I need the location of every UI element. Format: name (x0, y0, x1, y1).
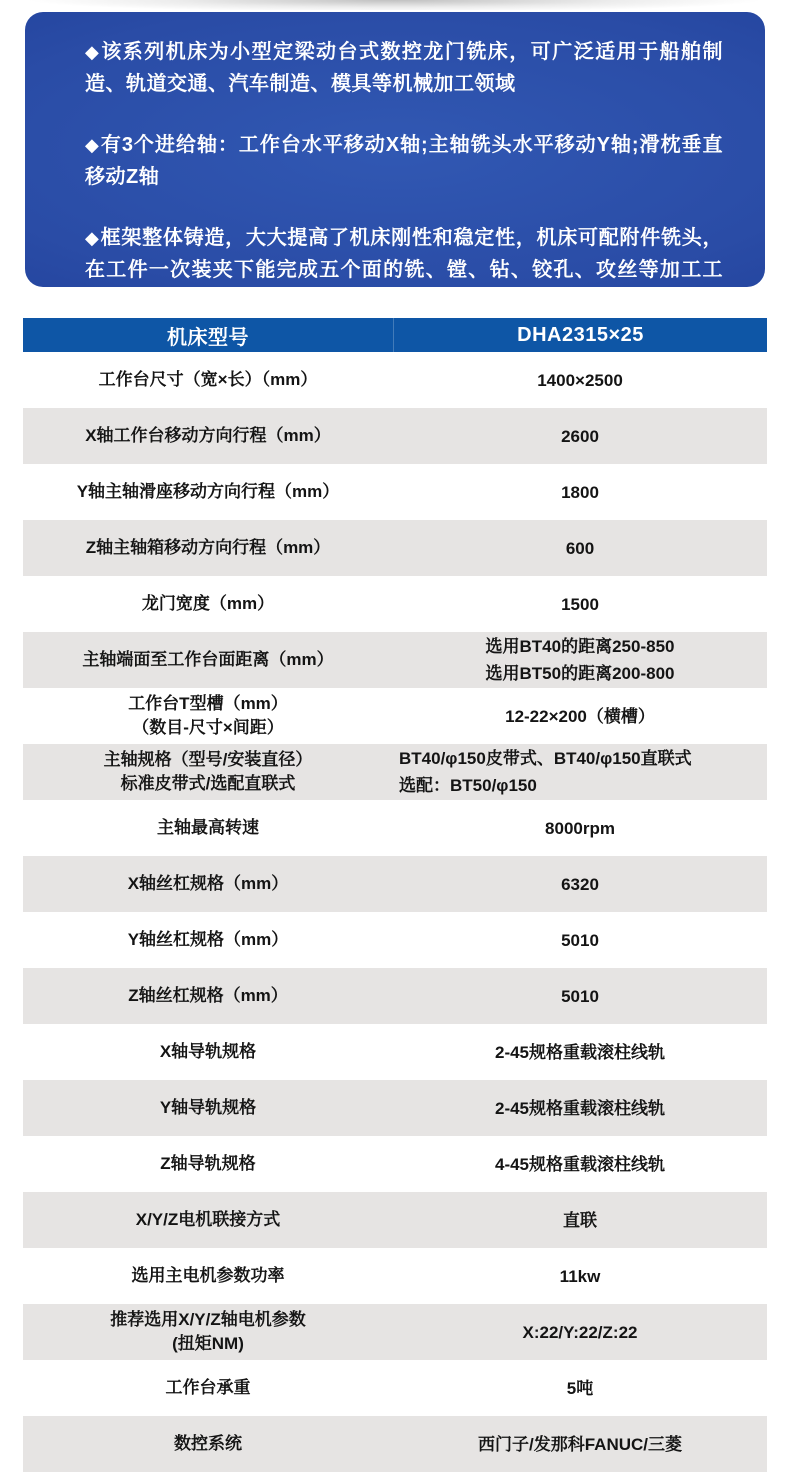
spec-param-name: 主轴规格（型号/安装直径） 标准皮带式/选配直联式 (103, 750, 313, 793)
spec-param-value: 2-45规格重载滚柱线轨 (494, 1042, 666, 1062)
spec-table-row (23, 1024, 767, 1080)
spec-param-value: 2-45规格重载滚柱线轨 (494, 1098, 666, 1118)
spec-table-row (23, 856, 767, 912)
intro-card (25, 12, 765, 313)
header-param-label: 机床型号 (167, 326, 249, 349)
intro-paragraph (85, 222, 723, 318)
spec-table-row (23, 912, 767, 968)
spec-param-name: Z轴丝杠规格（mm） (128, 986, 288, 1005)
spec-param-value: BT40/φ150皮带式、BT40/φ150直联式 选配：BT50/φ150 (399, 749, 692, 795)
spec-table-row (23, 1304, 767, 1360)
spec-param-name: 推荐选用X/Y/Z轴电机参数 (扭矩NM) (110, 1310, 306, 1353)
spec-param-value: 1800 (561, 482, 599, 502)
spec-param-value: 1500 (561, 594, 599, 614)
spec-param-name: Y轴主轴滑座移动方向行程（mm） (76, 482, 340, 501)
spec-param-value: 12-22×200（横槽） (505, 706, 655, 726)
spec-table-row (23, 576, 767, 632)
spec-table-row (23, 688, 767, 744)
spec-param-name: 龙门宽度（mm） (141, 594, 275, 613)
spec-param-name: Z轴导轨规格 (160, 1154, 256, 1173)
spec-param-name: Z轴主轴箱移动方向行程（mm） (85, 538, 331, 557)
spec-param-name: Y轴导轨规格 (159, 1098, 257, 1117)
intro-paragraph-text: 框架整体铸造，大大提高了机床刚性和稳定性，机床可配附件铣头，在工件一次装夹下能完成五个面的铣、镗、钻、铰孔、攻丝等加工工序，数控系统控制可实现三轴联动，实现轮廓铣削 (85, 227, 724, 313)
spec-param-value: 6320 (561, 874, 599, 894)
spec-param-value: 600 (565, 538, 595, 558)
intro-paragraph-text: 有3个进给轴：工作台水平移动X轴;主轴铣头水平移动Y轴;滑枕垂直移动Z轴 (85, 134, 723, 188)
spec-param-value: X:22/Y:22/Z:22 (522, 1322, 638, 1342)
spec-param-name: 工作台承重 (165, 1378, 251, 1397)
spec-param-value: 选用BT40的距离250-850 选用BT50的距离200-800 (485, 637, 675, 683)
spec-param-name: 工作台尺寸（宽×长）（mm） (98, 370, 318, 389)
spec-param-value: 5吨 (566, 1378, 594, 1398)
spec-table-row (23, 968, 767, 1024)
spec-param-value: 1400×2500 (537, 370, 623, 390)
spec-param-name: X/Y/Z电机联接方式 (135, 1210, 281, 1229)
spec-param-name: 选用主电机参数功率 (131, 1266, 285, 1285)
header-model-value: DHA2315×25 (393, 318, 767, 352)
spec-param-value: 4-45规格重载滚柱线轨 (494, 1154, 666, 1174)
spec-table-header (23, 318, 767, 352)
spec-param-name: 数控系统 (174, 1434, 242, 1453)
spec-param-value: 8000rpm (545, 818, 615, 838)
spec-table (23, 318, 767, 1472)
spec-table-row (23, 464, 767, 520)
spec-table-row (23, 1136, 767, 1192)
spec-table-row (23, 1360, 767, 1416)
spec-param-name: X轴丝杠规格（mm） (127, 874, 289, 893)
spec-table-row (23, 632, 767, 688)
spec-table-row (23, 520, 767, 576)
spec-param-value: 5010 (561, 930, 599, 950)
intro-paragraph-text: 该系列机床为小型定梁动台式数控龙门铣床，可广泛适用于船舶制造、轨道交通、汽车制造、模具等机械加工领域 (85, 41, 724, 95)
spec-param-value: 西门子/发那科FANUC/三菱 (478, 1434, 682, 1454)
spec-param-value: 直联 (563, 1210, 597, 1230)
spec-param-name: X轴工作台移动方向行程（mm） (85, 426, 331, 445)
spec-param-name: X轴导轨规格 (159, 1042, 257, 1061)
spec-param-value: 11kw (559, 1266, 601, 1286)
diamond-bullet-icon: ◆ (85, 42, 101, 62)
spec-param-name: 工作台T型槽（mm） （数目-尺寸×间距） (128, 694, 288, 737)
diamond-bullet-icon: ◆ (85, 135, 100, 155)
spec-param-name: Y轴丝杠规格（mm） (127, 930, 289, 949)
spec-table-row (23, 1192, 767, 1248)
spec-table-row (23, 744, 767, 800)
spec-table-row (23, 352, 767, 408)
diamond-bullet-icon: ◆ (85, 228, 100, 248)
spec-table-body (23, 352, 767, 1472)
intro-paragraph (85, 36, 723, 100)
spec-table-row (23, 408, 767, 464)
spec-table-row (23, 1080, 767, 1136)
spec-table-row (23, 800, 767, 856)
spec-param-value: 5010 (561, 986, 599, 1006)
spec-table-row (23, 1416, 767, 1472)
spec-param-name: 主轴最高转速 (157, 818, 259, 837)
spec-param-value: 2600 (561, 426, 599, 446)
intro-paragraph (85, 129, 723, 193)
spec-param-name: 主轴端面至工作台面距离（mm） (82, 650, 334, 669)
spec-table-row (23, 1248, 767, 1304)
top-shadow-decoration (0, 0, 790, 10)
